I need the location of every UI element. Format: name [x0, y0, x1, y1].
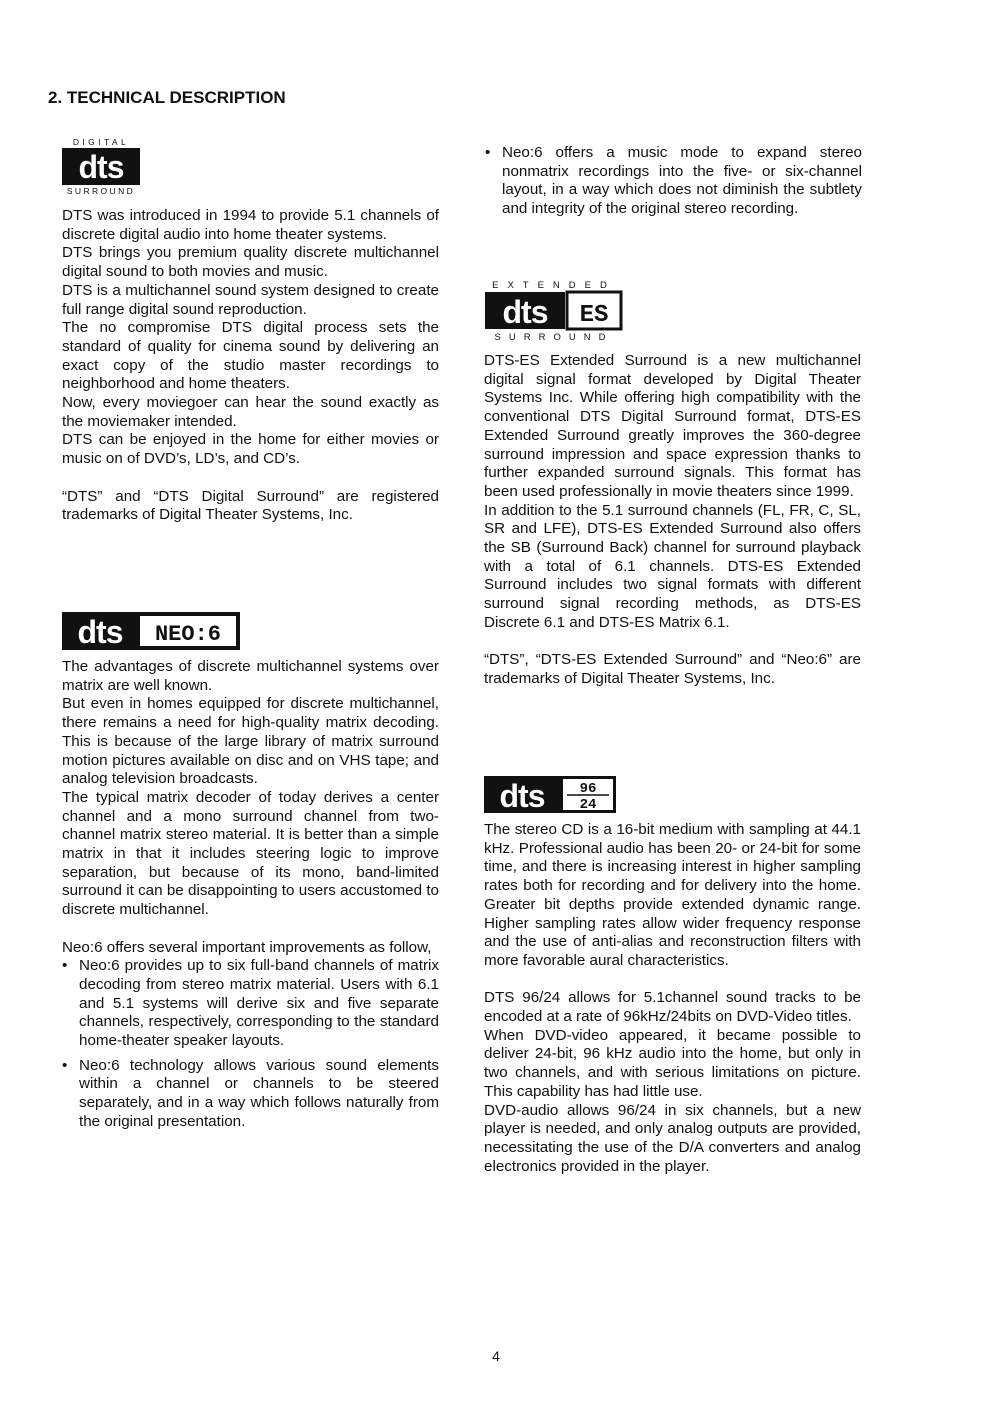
logo-bottom-text: SURROUND — [494, 332, 614, 342]
left-column-neo6 — [62, 658, 439, 1132]
logo-mark: dts — [78, 149, 124, 185]
paragraph: The no compromise DTS digital process sets the standard of quality for cinema sound by delivering an exact copy of the studio master recordings to neighborhood and home theaters. — [62, 319, 439, 393]
paragraph: When DVD-video appeared, it became possible to deliver 24-bit, 96 kHz audio into the home, but only in two channels, and with serious limitations on picture. This capability has had little use. — [484, 1026, 861, 1100]
paragraph: But even in homes equipped for discrete multichannel, there remains a need for high-quality matrix decoding. This is because of the large library of matrix surround motion pictures available on disc and on VHS tape; and analog television broadcasts. — [62, 695, 439, 788]
list-item: • Neo:6 provides up to six full-band channels of matrix decoding from stereo matrix material. Users with 6.1 and 5.1 systems will derive six and five separate channels, respectively, corresponding to the standard home-theater speaker layouts. — [62, 957, 439, 1051]
right-column-bullet — [485, 144, 862, 219]
paragraph: The stereo CD is a 16-bit medium with sampling at 44.1 kHz. Professional audio has been 20- or 24-bit for some time, and there is increasing interest in higher sampling rates both for recording and for delivery into the home. Greater bit depths provide extended dynamic range. Higher sampling rates allow wider frequency response and the use of anti-alias and reconstruction filters with more favorable aural characteristics. — [484, 821, 861, 969]
logo-top-number: 96 — [579, 781, 597, 797]
list-item: • Neo:6 offers a music mode to expand stereo nonmatrix recordings into the five- or six-channel layout, in a way which does not diminish the subtlety and integrity of the original stereo recording. — [485, 144, 862, 219]
paragraph: Now, every moviegoer can hear the sound exactly as the moviemaker intended. — [62, 394, 439, 430]
trademark-note: “DTS”, “DTS-ES Extended Surround” and “Neo:6” are trademarks of Digital Theater Systems, Inc. — [484, 651, 861, 687]
page-number: 4 — [492, 1348, 500, 1364]
paragraph: The advantages of discrete multichannel systems over matrix are well known. — [62, 658, 439, 694]
dts-es-logo — [485, 278, 623, 342]
paragraph: DTS brings you premium quality discrete multichannel digital sound to both movies and music. — [62, 244, 439, 281]
paragraph: DTS was introduced in 1994 to provide 5.1 channels of discrete digital audio into home theater systems. — [62, 207, 439, 243]
paragraph: DTS is a multichannel sound system designed to create full range digital sound reproduction. — [62, 281, 439, 318]
dts-96-24-logo — [484, 776, 616, 813]
paragraph: DTS 96/24 allows for 5.1channel sound tracks to be encoded at a rate of 96kHz/24bits on DVD-Video titles. — [484, 989, 861, 1026]
right-column-96-24 — [484, 821, 861, 1176]
logo-mark: dts — [499, 778, 545, 813]
list-item: • Neo:6 technology allows various sound elements within a channel or channels to be steered separately, and in a way which follows naturally from the original presentation. — [62, 1057, 439, 1132]
paragraph: Neo:6 offers several important improvements as follow, — [62, 938, 432, 956]
music-mode-bullet-list — [485, 144, 862, 219]
dts-neo6-logo — [62, 612, 240, 650]
dts-digital-surround-logo — [62, 136, 140, 196]
trademark-note: “DTS” and “DTS Digital Surround” are registered trademarks of Digital Theater Systems, Inc. — [62, 487, 439, 524]
paragraph: DVD-audio allows 96/24 in six channels, but a new player is needed, and only analog outputs are provided, necessitating the use of the D/A converters and analog electronics provided in the player. — [484, 1101, 861, 1175]
logo-label: ES — [579, 302, 609, 329]
left-column-intro — [62, 207, 439, 525]
logo-top-text: DIGITAL — [72, 137, 130, 147]
paragraph: The typical matrix decoder of today derives a center channel and a mono surround channel from two-channel matrix stereo material. It is better than a simple matrix in that it includes steering logic to improve separation, but because of its mono, band-limited surround it can be disappointing to users accustomed to discrete multichannel. — [62, 788, 439, 919]
logo-label: NEO:6 — [154, 622, 222, 647]
logo-bottom-number: 24 — [579, 797, 597, 813]
logo-bottom-text: SURROUND — [66, 186, 136, 196]
logo-top-text: EXTENDED — [492, 280, 616, 291]
right-column-es — [484, 352, 861, 689]
neo6-bullet-list — [62, 957, 439, 1131]
page-title: 2. TECHNICAL DESCRIPTION — [48, 88, 286, 107]
paragraph: DTS-ES Extended Surround is a new multichannel digital signal format developed by Digital Theater Systems Inc. While offering high compatibility with the conventional DTS Digital Surround format, DTS-ES Extended Surround greatly improves the 360-degree surround impression and space expression thanks to further expanded surround signals. This format has been used professionally in movie theaters since 1999. — [484, 352, 861, 500]
logo-mark: dts — [502, 294, 548, 330]
logo-mark: dts — [77, 614, 123, 650]
paragraph: DTS can be enjoyed in the home for either movies or music on of DVD’s, LD’s, and CD’s. — [62, 431, 439, 468]
paragraph: In addition to the 5.1 surround channels (FL, FR, C, SL, SR and LFE), DTS-ES Extended Surround also offers the SB (Surround Back) channel for surround playback with a total of 6.1 channels. DTS-ES Extended Surround includes two signal formats with different surround signal recording methods, as DTS-ES Discrete 6.1 and DTS-ES Matrix 6.1. — [484, 501, 861, 631]
